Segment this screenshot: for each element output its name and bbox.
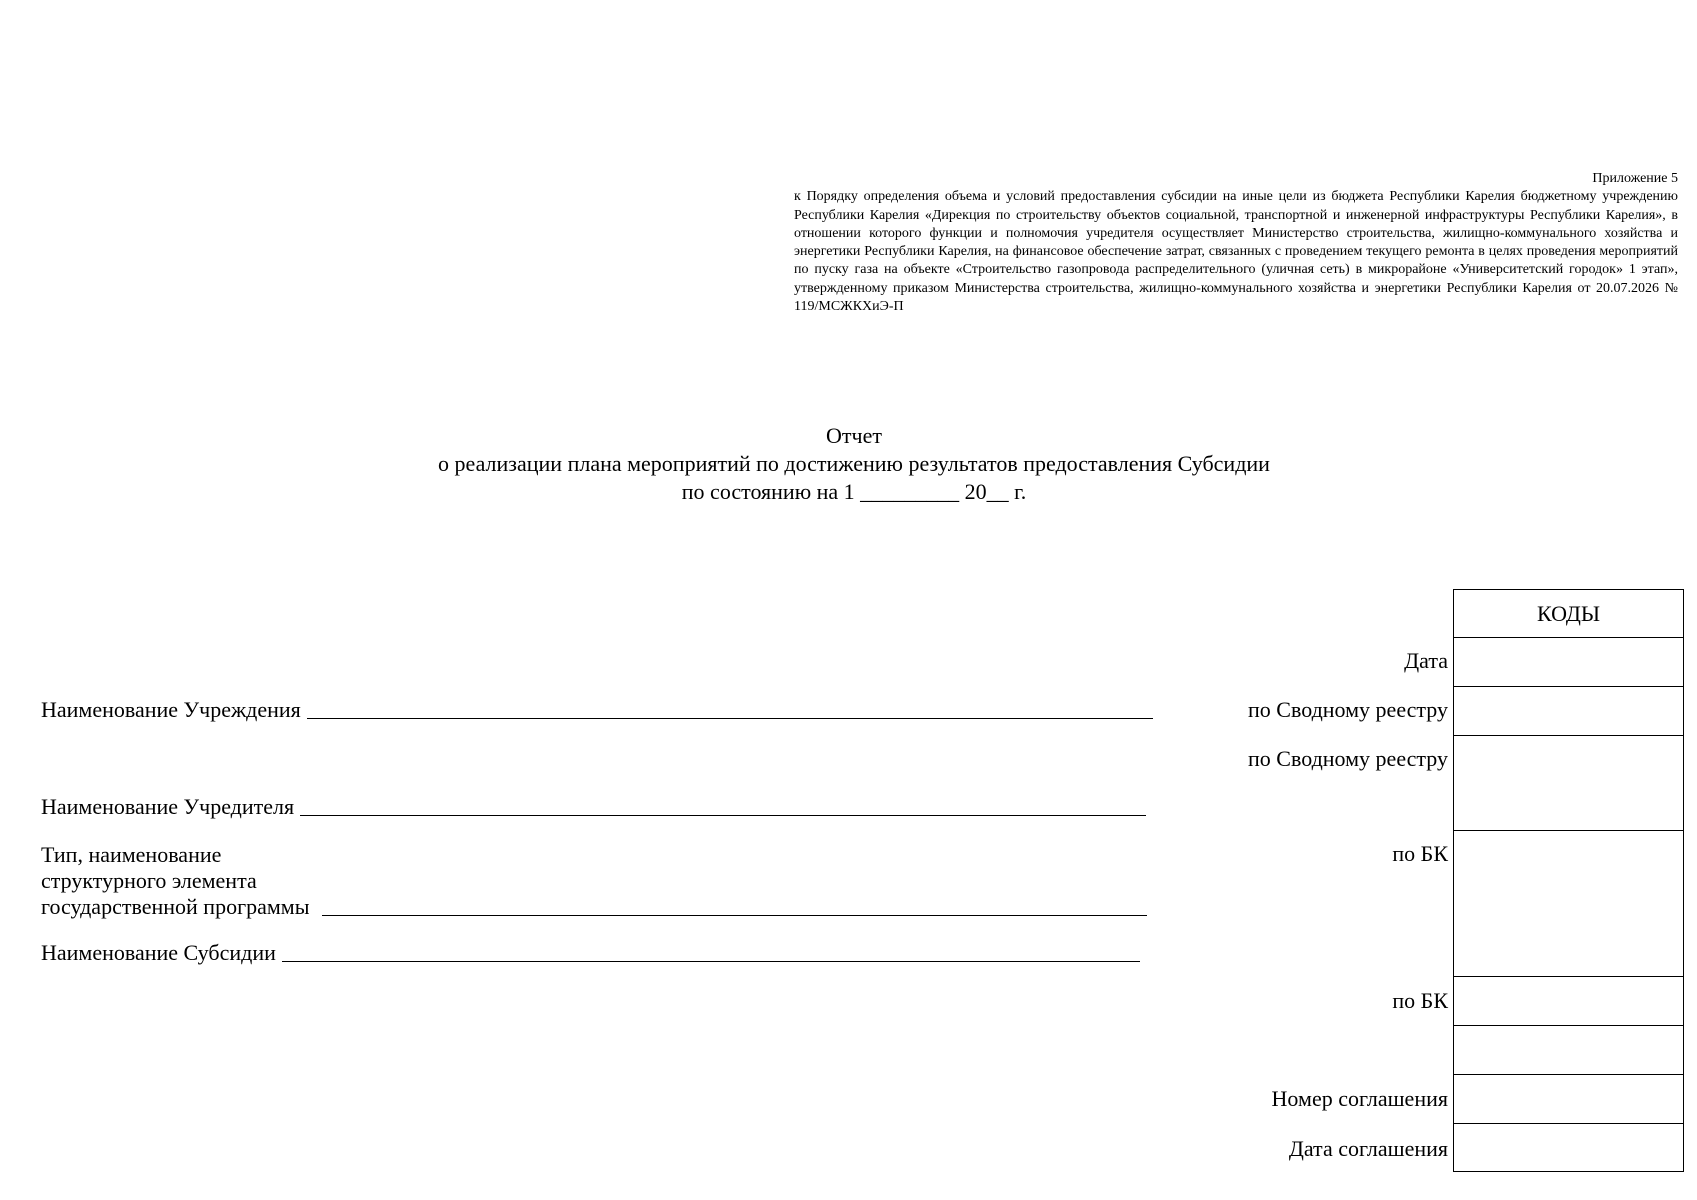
program-underline[interactable] bbox=[322, 915, 1147, 916]
report-date-line: по состоянию на 1 _________ 20__ г. bbox=[681, 479, 1027, 504]
code-cell-agreement-date[interactable] bbox=[1454, 1123, 1683, 1171]
founder-field bbox=[41, 794, 1146, 820]
subsidy-field bbox=[41, 940, 1140, 966]
program-label-line3: государственной программы bbox=[41, 894, 310, 919]
institution-label: Наименование Учреждения bbox=[41, 697, 301, 722]
code-label-date: Дата bbox=[1404, 648, 1448, 673]
codes-header: КОДЫ bbox=[1536, 600, 1601, 626]
code-label-agreement-date: Дата соглашения bbox=[1288, 1136, 1448, 1161]
founder-underline[interactable] bbox=[300, 815, 1146, 816]
founder-label: Наименование Учредителя bbox=[41, 794, 295, 819]
code-cell-date[interactable] bbox=[1454, 637, 1683, 686]
code-cell-registry-2[interactable] bbox=[1454, 735, 1683, 830]
code-cell-bk-1[interactable] bbox=[1454, 830, 1683, 976]
program-label-line1: Тип, наименование bbox=[41, 842, 222, 867]
subsidy-underline[interactable] bbox=[282, 961, 1140, 962]
program-field bbox=[41, 842, 1147, 920]
code-cell-extra[interactable] bbox=[1454, 1025, 1683, 1074]
report-subtitle: о реализации плана мероприятий по достижению результатов предоставления Субсидии bbox=[438, 451, 1270, 476]
appendix-text: к Порядку определения объема и условий предоставления субсидии на иные цели из бюджета Республики Карелия бюджетному учреждению Республики Карелия «Дирекция по строительству объектов социальной, транспортной и инженерной инфраструктуры Республики Карелия», в отношении которого функции и полномочия учредителя осуществляет Министерство строительства, жилищно-коммунального хозяйства и энергетики Республики Карелия, на финансовое обеспечение затрат, связанных с проведением текущего ремонта в целях проведения мероприятий по пуску газа на объекте «Строительство газопровода распределительного (уличная сеть) в микрорайоне «Университетский городок» 1 этап», утвержденному приказом Министерства строительства, жилищно-коммунального хозяйства и энергетики Республики Карелия от 20.07.2026 № 119/МСЖКХиЭ-П bbox=[794, 189, 1678, 315]
code-label-registry-2: по Сводному реестру bbox=[1248, 746, 1448, 771]
code-label-registry-1: по Сводному реестру bbox=[1248, 697, 1448, 722]
report-title-block bbox=[0, 422, 1697, 506]
appendix-block bbox=[794, 170, 1678, 316]
code-cell-registry-1[interactable] bbox=[1454, 686, 1683, 735]
codes-table bbox=[1453, 589, 1684, 1172]
program-label-line2: структурного элемента bbox=[41, 868, 257, 893]
subsidy-label: Наименование Субсидии bbox=[41, 940, 276, 965]
institution-underline[interactable] bbox=[307, 718, 1153, 719]
appendix-number: Приложение 5 bbox=[1592, 171, 1678, 186]
report-title: Отчет bbox=[826, 423, 882, 448]
institution-field bbox=[41, 697, 1153, 723]
code-cell-agreement-number[interactable] bbox=[1454, 1074, 1683, 1123]
code-label-agreement-number: Номер соглашения bbox=[1271, 1086, 1448, 1111]
code-label-bk-2: по БК bbox=[1392, 988, 1448, 1013]
code-cell-bk-2[interactable] bbox=[1454, 976, 1683, 1025]
code-label-bk-1: по БК bbox=[1392, 841, 1448, 866]
